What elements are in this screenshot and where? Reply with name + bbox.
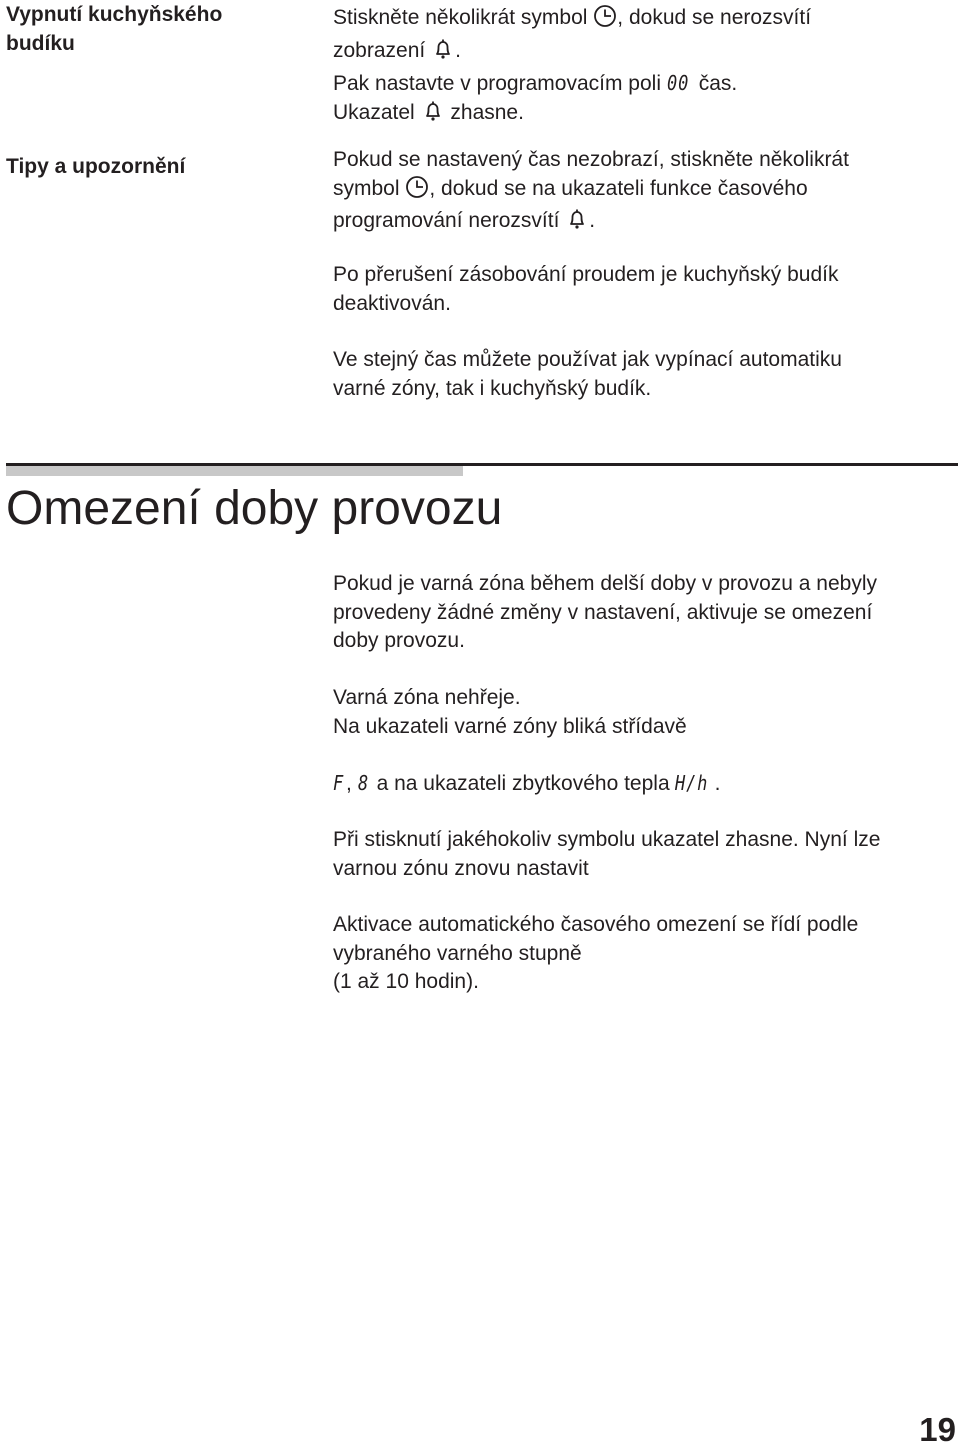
paragraph-tip-1 [333,146,849,240]
text-fragment: , dokud se na ukazateli funkce časového [429,176,808,200]
text-fragment: a na ukazateli zbytkového tepla [370,772,676,795]
heading-line: Vypnutí kuchyňského [6,3,223,26]
text-line: (1 až 10 hodin). [333,970,479,993]
text-fragment: čas. [692,72,738,95]
text-line: varné zóny, tak i kuchyňský budík. [333,376,652,400]
text-fragment: . [714,772,721,795]
text-line: provedeny žádné změny v nastavení, aktivuje se omezení [333,600,873,624]
text-fragment: , dokud se nerozsvítí [617,6,812,29]
display-readout: H/h [675,771,709,795]
paragraph-omezeni-5 [333,911,858,997]
text-line: varnou zónu znovu nastavit [333,856,589,880]
section-title: Omezení doby provozu [6,482,503,535]
paragraph-omezeni-1 [333,570,877,656]
text-fragment: symbol [333,176,400,200]
text-fragment: zhasne. [450,100,524,124]
paragraph-vypnuti-budiku [333,4,811,131]
display-readout: F [333,771,345,795]
text-line: vybraného varného stupně [333,941,582,965]
paragraph-tip-3 [333,346,842,403]
text-line [333,4,811,37]
text-line [333,207,849,240]
text-fragment: , [346,772,358,795]
display-readout: 8 [357,771,369,795]
display-readout: 00 [666,71,690,95]
bell-icon [565,207,589,240]
paragraph-omezeni-3 [333,769,720,799]
text-line: doby provozu. [333,629,465,652]
text-line [333,37,811,70]
text-line [333,99,811,132]
text-line: Pokud se nastavený čas nezobrazí, stiskněte několikrát [333,148,849,171]
text-line: Na ukazateli varné zóny bliká střídavě [333,714,687,738]
section-divider-accent [6,466,463,476]
text-fragment: Stiskněte několikrát symbol [333,6,588,29]
text-fragment: . [589,209,596,232]
heading-line: Tipy a upozornění [6,155,186,178]
text-line: Pokud je varná zóna během delší doby v provozu a nebyly [333,572,878,595]
paragraph-omezeni-4 [333,826,880,883]
section-heading-tipy [6,152,185,181]
bell-icon [421,99,445,132]
text-line: Při stisknutí jakéhokoliv symbolu ukazatel zhasne. Nyní lze [333,828,881,851]
heading-line: budíku [6,32,75,55]
paragraph-tip-2 [333,261,838,318]
text-fragment: zobrazení [333,38,426,62]
clock-icon [593,4,617,37]
text-fragment: Pak nastavte v programovacím poli [333,72,661,95]
page-number: 19 [919,1411,956,1448]
text-line [333,175,849,208]
text-fragment: . [455,38,461,62]
clock-icon [405,175,429,208]
text-line [333,69,811,99]
paragraph-omezeni-2 [333,684,687,741]
text-fragment: Ukazatel [333,100,415,124]
section-heading-vypnuti-budiku [6,0,222,58]
text-line [333,769,720,799]
bell-icon [431,37,455,70]
text-line: deaktivován. [333,291,451,315]
text-line: Aktivace automatického časového omezení se řídí podle [333,913,859,936]
text-line: Ve stejný čas můžete používat jak vypínací automatiku [333,348,842,371]
text-line: Varná zóna nehřeje. [333,686,521,709]
text-fragment: programování nerozsvítí [333,209,560,232]
text-line: Po přerušení zásobování proudem je kuchyňský budík [333,263,839,286]
